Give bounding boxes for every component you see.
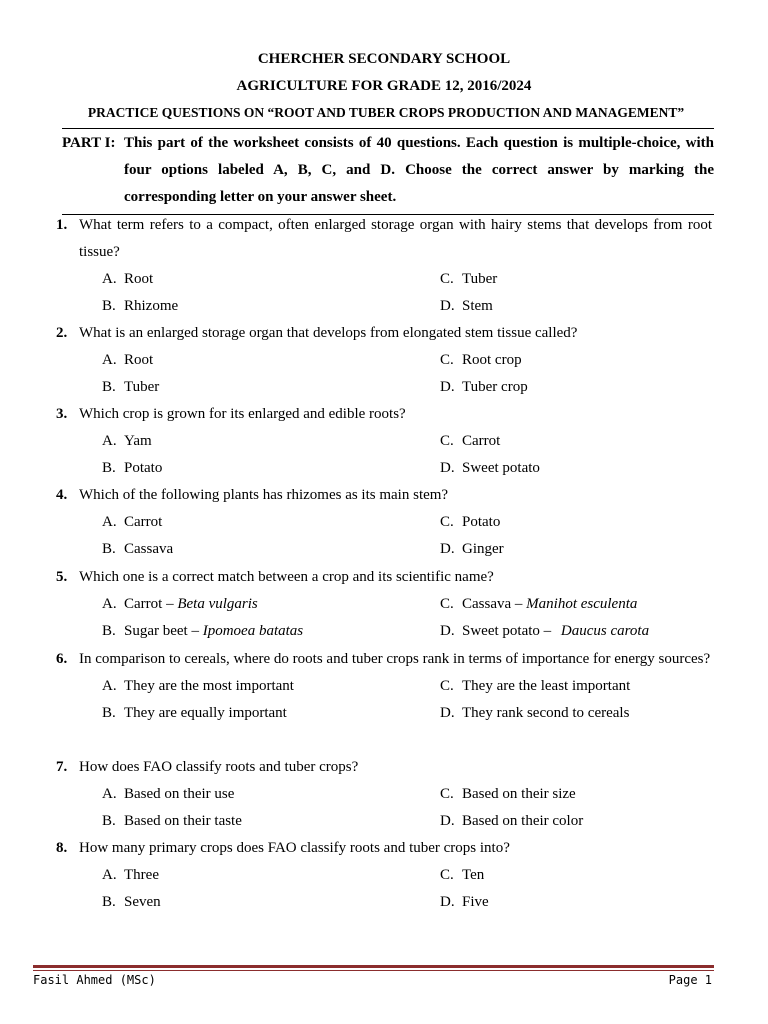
option-text: Cassava (124, 541, 174, 557)
question-number: 5. (56, 569, 68, 585)
question-6 (56, 646, 712, 727)
question-number: 1. (56, 217, 68, 233)
options (102, 781, 712, 835)
option-letter: B. (102, 541, 116, 557)
option-letter: B. (102, 623, 116, 639)
option-letter: C. (440, 514, 454, 530)
option-a[interactable] (102, 591, 258, 618)
question-number: 2. (56, 325, 68, 341)
question-number: 8. (56, 840, 68, 856)
option-text: Carrot (462, 433, 501, 449)
option-letter: D. (440, 298, 455, 314)
option-letter: A. (102, 271, 117, 287)
question-5 (56, 564, 712, 645)
question-8 (56, 835, 712, 916)
option-letter: C. (440, 678, 454, 694)
option-letter: C. (440, 352, 454, 368)
course-title: AGRICULTURE FOR GRADE 12, 2016/2024 (236, 78, 532, 94)
option-letter: D. (440, 894, 455, 910)
question-text: What term refers to a compact, often enlarged storage organ with hairy stems that develops from root tissue? (79, 217, 712, 260)
option-text: Three (124, 867, 159, 883)
question-number: 4. (56, 487, 68, 503)
question-text: How many primary crops does FAO classify roots and tuber crops into? (79, 840, 510, 856)
question-number: 6. (56, 651, 68, 667)
scientific-name: Daucus carota (560, 623, 650, 639)
option-letter: B. (102, 460, 116, 476)
option-letter: B. (102, 894, 116, 910)
option-text: Tuber (124, 379, 160, 395)
option-letter: D. (440, 813, 455, 829)
option-letter: D. (440, 460, 455, 476)
options (102, 266, 712, 320)
option-a[interactable] (102, 781, 234, 808)
option-text: Potato (124, 460, 163, 476)
option-text: Root (124, 352, 154, 368)
option-letter: C. (440, 433, 454, 449)
school-name: CHERCHER SECONDARY SCHOOL (257, 51, 511, 67)
option-b[interactable] (102, 374, 159, 401)
option-a[interactable] (102, 673, 294, 700)
question-7 (56, 754, 712, 835)
option-text: Based on their size (462, 786, 576, 802)
question-text: How does FAO classify roots and tuber crops? (79, 759, 359, 775)
option-text: Tuber crop (462, 379, 528, 395)
option-c[interactable] (440, 862, 484, 889)
option-text: Rhizome (124, 298, 179, 314)
option-a[interactable] (102, 266, 153, 293)
option-a[interactable] (102, 347, 153, 374)
option-letter: D. (440, 705, 455, 721)
option-text: They are the least important (462, 678, 631, 694)
option-letter: D. (440, 623, 455, 639)
options (102, 862, 712, 916)
option-b[interactable] (102, 536, 173, 563)
option-d[interactable] (440, 618, 649, 645)
option-text: Sweet potato (462, 460, 540, 476)
worksheet-topic: PRACTICE QUESTIONS ON “ROOT AND TUBER CROPS PRODUCTION AND MANAGEMENT” (87, 105, 685, 120)
options (102, 428, 712, 482)
option-letter: A. (102, 678, 117, 694)
option-d[interactable] (440, 455, 540, 482)
question-number: 3. (56, 406, 68, 422)
option-c[interactable] (440, 266, 497, 293)
question-text: In comparison to cereals, where do roots and tuber crops rank in terms of importance for energy sources? (79, 651, 711, 667)
option-text: Based on their use (124, 786, 235, 802)
question-4 (56, 482, 712, 563)
footer-rule (33, 965, 714, 968)
part-instructions-text: This part of the worksheet consists of 40 questions. Each question is multiple-choice, with four options labeled A, B, C, and D. Choose the correct answer by marking the corresponding letter on your answer sheet. (124, 135, 714, 205)
option-text: Yam (124, 433, 152, 449)
option-d[interactable] (440, 889, 489, 916)
option-c[interactable] (440, 781, 576, 808)
option-text: Stem (462, 298, 493, 314)
option-letter: A. (102, 433, 117, 449)
page-number: Page 1 (668, 973, 712, 987)
question-text: Which one is a correct match between a crop and its scientific name? (79, 569, 494, 585)
option-letter: B. (102, 298, 116, 314)
option-a[interactable] (102, 509, 162, 536)
option-text: Carrot – (124, 596, 174, 612)
option-b[interactable] (102, 700, 287, 727)
scientific-name: Ipomoea batatas (202, 623, 304, 639)
header-rule (62, 128, 714, 129)
option-c[interactable] (440, 509, 500, 536)
option-letter: C. (440, 271, 454, 287)
option-letter: A. (102, 867, 117, 883)
option-d[interactable] (440, 293, 493, 320)
option-letter: A. (102, 786, 117, 802)
option-letter: D. (440, 541, 455, 557)
question-1 (56, 212, 712, 320)
option-text: Based on their taste (124, 813, 242, 829)
option-d[interactable] (440, 700, 629, 727)
option-text: Potato (462, 514, 501, 530)
option-text: Sweet potato – (462, 623, 552, 639)
option-c[interactable] (440, 428, 500, 455)
question-number: 7. (56, 759, 68, 775)
scientific-name: Beta vulgaris (177, 596, 258, 612)
options (102, 347, 712, 401)
option-text: Ginger (462, 541, 504, 557)
option-letter: A. (102, 352, 117, 368)
option-text: Based on their color (462, 813, 584, 829)
option-letter: D. (440, 379, 455, 395)
option-b[interactable] (102, 293, 178, 320)
option-letter: A. (102, 596, 117, 612)
option-text: Root crop (462, 352, 522, 368)
option-text: Cassava – (462, 596, 523, 612)
part-instructions (62, 130, 714, 211)
option-text: They are equally important (124, 705, 287, 721)
option-text: Five (462, 894, 489, 910)
option-b[interactable] (102, 455, 162, 482)
option-text: They rank second to cereals (462, 705, 630, 721)
options (102, 591, 712, 645)
option-d[interactable] (440, 536, 504, 563)
option-c[interactable] (440, 347, 522, 374)
question-2 (56, 320, 712, 401)
footer-author: Fasil Ahmed (MSc) (33, 973, 156, 987)
option-text: Tuber (462, 271, 498, 287)
option-c[interactable] (440, 591, 637, 618)
question-text: Which of the following plants has rhizomes as its main stem? (79, 487, 449, 503)
part-label: PART I: (62, 135, 116, 151)
option-b[interactable] (102, 618, 303, 645)
option-c[interactable] (440, 673, 630, 700)
scientific-name: Manihot esculenta (526, 596, 638, 612)
options (102, 673, 712, 727)
question-text: Which crop is grown for its enlarged and edible roots? (79, 406, 406, 422)
option-letter: C. (440, 867, 454, 883)
option-text: They are the most important (124, 678, 294, 694)
option-letter: B. (102, 379, 116, 395)
option-text: Carrot (124, 514, 163, 530)
option-letter: B. (102, 813, 116, 829)
option-a[interactable] (102, 862, 159, 889)
option-letter: B. (102, 705, 116, 721)
options (102, 509, 712, 563)
option-d[interactable] (440, 808, 583, 835)
option-b[interactable] (102, 808, 242, 835)
option-letter: C. (440, 786, 454, 802)
option-letter: A. (102, 514, 117, 530)
option-text: Sugar beet – (124, 623, 199, 639)
question-3 (56, 401, 712, 482)
option-text: Root (124, 271, 154, 287)
option-d[interactable] (440, 374, 528, 401)
option-a[interactable] (102, 428, 152, 455)
option-b[interactable] (102, 889, 161, 916)
option-text: Seven (124, 894, 161, 910)
option-text: Ten (462, 867, 485, 883)
question-text: What is an enlarged storage organ that develops from elongated stem tissue called? (79, 325, 578, 341)
footer-rule-thin (33, 970, 714, 971)
option-letter: C. (440, 596, 454, 612)
